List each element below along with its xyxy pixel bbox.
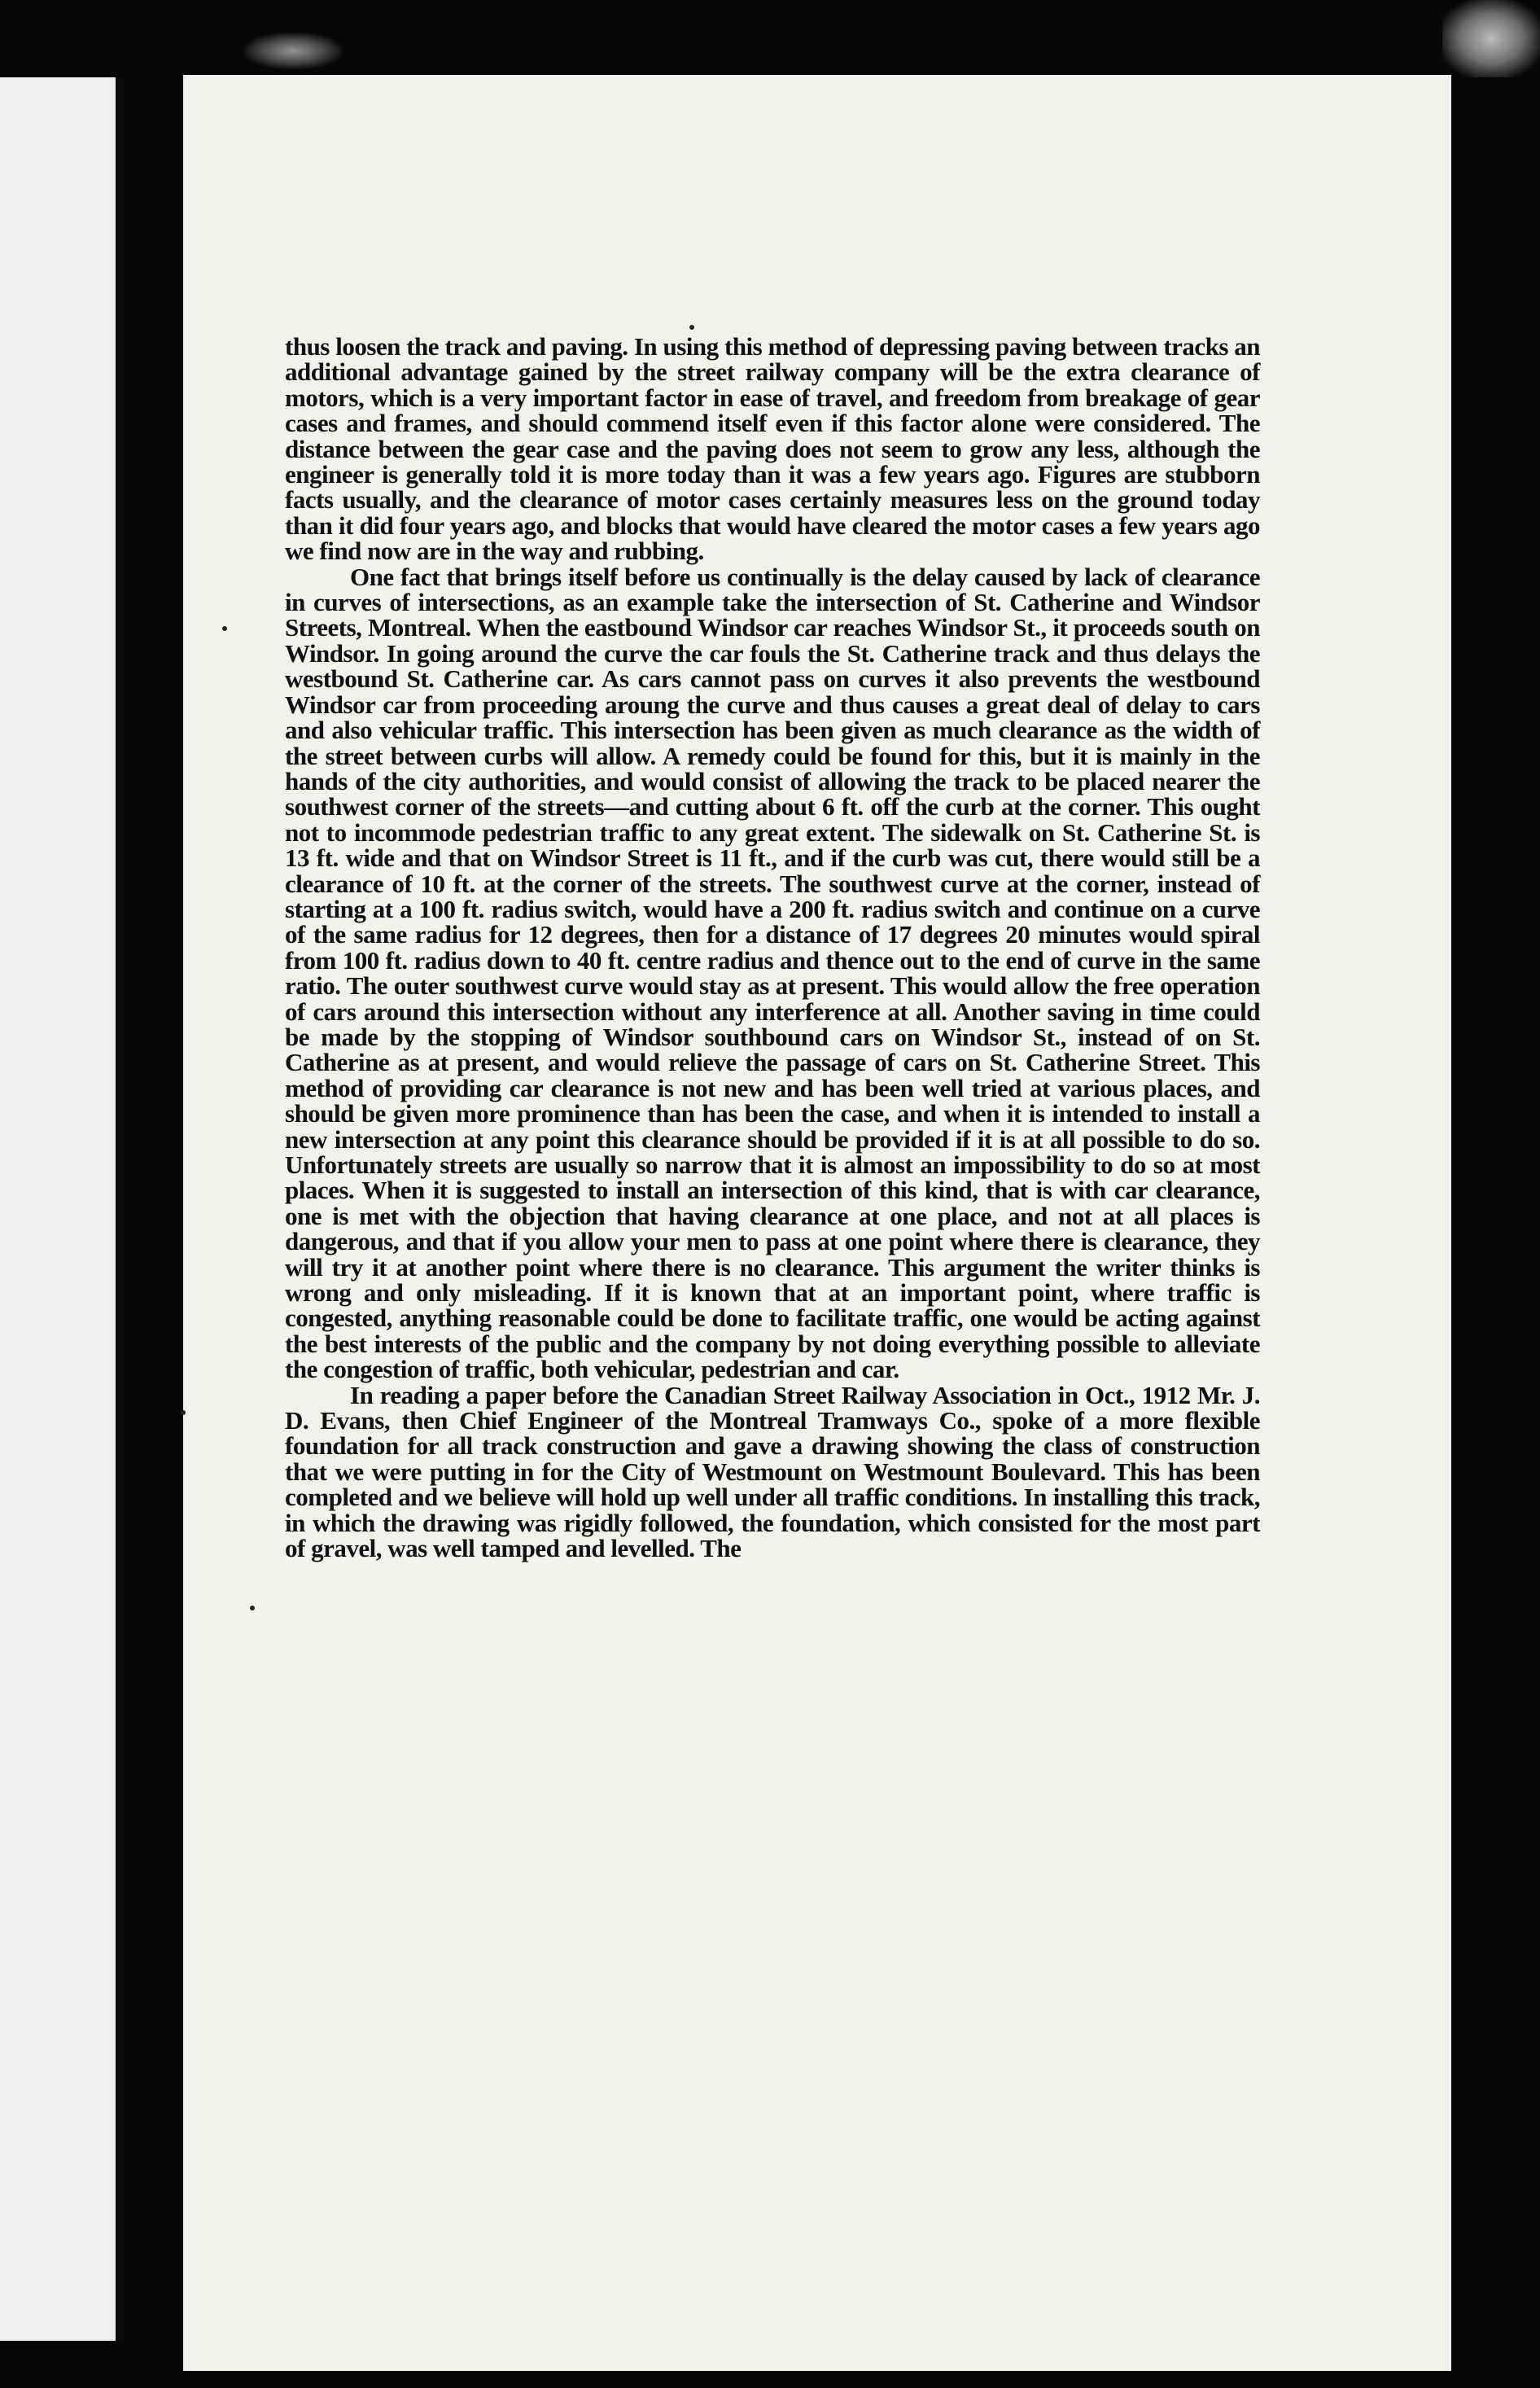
margin-speck (222, 626, 227, 631)
page-gutter (116, 77, 124, 2341)
scan-artifact-top-right (1442, 0, 1540, 77)
margin-speck (181, 1410, 186, 1415)
paragraph-2: One fact that brings itself before us continually is the delay caused by lack of clearance in curves of intersections, as an example take the intersection of St. Catherine and Windsor Streets, Montreal. When the eastbound Windsor car reaches Windsor St., it proceeds south on Windsor. In going around the curve the car fouls the St. Catherine track and thus delays the westbound St. Catherine car. As cars cannot pass on curves it also prevents the westbound Windsor car from proceeding aroung the curve and thus causes a great deal of delay to cars and also vehicular traffic. This intersection has been given as much clearance as the width of the street between curbs will allow. A remedy could be found for this, but it is mainly in the hands of the city authorities, and would consist of allowing the track to be placed nearer the southwest corner of the streets—and cutting about 6 ft. off the curb at the corner. This ought not to incommode pedestrian traffic to any great extent. The sidewalk on St. Catherine St. is 13 ft. wide and that on Windsor Street is 11 ft., and if the curb was cut, there would still be a clearance of 10 ft. at the corner of the streets. The southwest curve at the corner, instead of starting at a 100 ft. radius switch, would have a 200 ft. radius switch and continue on a curve of the same radius for 12 degrees, then for a distance of 17 degrees 20 minutes would spiral from 100 ft. radius down to 40 ft. centre radius and thence out to the end of curve in the same ratio. The outer southwest curve would stay as at present. This would allow the free operation of cars around this intersection without any interference at all. Another saving in time could be made by the stopping of Windsor southbound cars on Windsor St., instead of on St. Catherine as at present, and would relieve the passage of cars on St. Catherine Street. This method of providing car clearance is not new and has been well tried at various places, and should be given more prominence than has been the case, and when it is intended to install a new intersection at any point this clearance should be provided if it is at all possible to do so. Unfortunately streets are usually so narrow that it is almost an impossibility to do so at most places. When it is suggested to install an intersection of this kind, that is with car clearance, one is met with the objection that having clearance at one place, and not at all places is dangerous, and that if you allow your men to pass at one point where there is clearance, they will try it at another point where there is no clearance. This argument the writer thinks is wrong and only misleading. If it is known that at an important point, where traffic is congested, anything reasonable could be done to facilitate traffic, one would be acting against the best interests of the public and the company by not doing everything possible to alleviate the congestion of traffic, both vehicular, pedestrian and car. (285, 562, 1260, 1384)
paragraph-1: thus loosen the track and paving. In using this method of depressing paving between tracks an additional advantage gained by the street railway company will be the extra clearance of motors, which is a very important factor in ease of travel, and freedom from breakage of gear cases and frames, and should commend itself even if this factor alone were considered. The distance between the gear case and the paving does not seem to grow any less, although the engineer is generally told it is more today than it was a few years ago. Figures are stubborn facts usually, and the clearance of motor cases certainly measures less on the ground today than it did four years ago, and blocks that would have cleared the motor cases a few years ago we find now are in the way and rubbing. (285, 332, 1260, 566)
scan-artifact-top-left (244, 33, 342, 69)
paragraph-3: In reading a paper before the Canadian Street Railway Association in Oct., 1912 Mr. J. D. Evans, then Chief Engineer of the Montreal Tramways Co., spoke of a more flexible foundation for all track construction and gave a drawing showing the class of construction that we were putting in for the City of Westmount on Westmount Boulevard. This has been completed and we believe will hold up well under all traffic conditions. In installing this track, in which the drawing was rigidly followed, the foundation, which consisted for the most part of gravel, was well tamped and levelled. The (285, 1380, 1260, 1563)
printing-speck (689, 325, 694, 330)
margin-speck (250, 1606, 255, 1610)
adjacent-page-edge (0, 77, 122, 2341)
document-page (183, 75, 1451, 2371)
body-text (285, 334, 1260, 1562)
